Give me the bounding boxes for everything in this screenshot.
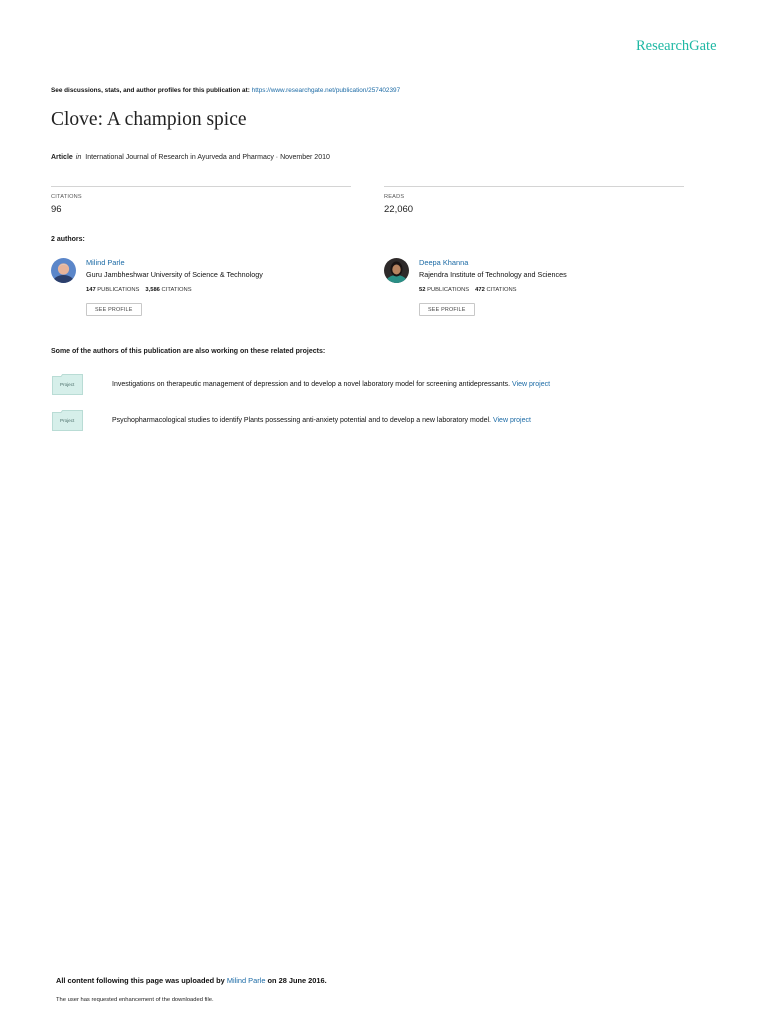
- publication-title: Clove: A champion spice: [51, 109, 247, 130]
- see-profile-button[interactable]: SEE PROFILE: [86, 303, 142, 316]
- view-project-link[interactable]: View project: [492, 417, 531, 424]
- in-word: in: [75, 154, 82, 161]
- stats-divider-left: [51, 186, 351, 187]
- author-publications-count: 52: [419, 287, 426, 293]
- project-item: [112, 417, 531, 424]
- author-citations-count: 472: [475, 287, 485, 293]
- discussion-lead-text: See discussions, stats, and author profiles for this publication at:: [51, 87, 250, 94]
- author-publications-label: PUBLICATIONS: [97, 287, 140, 293]
- uploaded-lead-text: All content following this page was uploaded by: [56, 976, 225, 985]
- author-name-link[interactable]: Milind Parle: [86, 258, 125, 267]
- citations-value: 96: [51, 204, 62, 215]
- author-citations-label: CITATIONS: [486, 287, 517, 293]
- project-folder-label: Project: [60, 418, 75, 423]
- author-institution: Guru Jambheshwar University of Science & Technology: [86, 270, 263, 279]
- publication-meta: [51, 154, 330, 161]
- researchgate-logo[interactable]: ResearchGate: [636, 38, 717, 54]
- enhancement-note: The user has requested enhancement of the downloaded file.: [56, 997, 214, 1003]
- project-folder-icon[interactable]: [52, 410, 83, 431]
- author-avatar-milind-parle[interactable]: [51, 258, 76, 283]
- authors-heading: 2 authors:: [51, 236, 85, 243]
- author-publications-count: 147: [86, 287, 96, 293]
- uploader-link[interactable]: Milind Parle: [226, 976, 266, 985]
- project-folder-label: Project: [60, 382, 75, 387]
- author-stats: [86, 287, 192, 293]
- reads-label: READS: [384, 194, 405, 200]
- author-photo-icon: [51, 258, 76, 283]
- publication-venue-date: International Journal of Research in Ayurveda and Pharmacy · November 2010: [85, 154, 330, 161]
- author-citations-label: CITATIONS: [161, 287, 192, 293]
- view-project-link[interactable]: View project: [512, 381, 551, 388]
- author-stats: [419, 287, 517, 293]
- author-institution: Rajendra Institute of Technology and Sciences: [419, 270, 567, 279]
- uploaded-by-line: [56, 976, 327, 985]
- citations-label: CITATIONS: [51, 194, 82, 200]
- author-publications-label: PUBLICATIONS: [427, 287, 470, 293]
- project-folder-icon[interactable]: [52, 374, 83, 395]
- see-profile-button[interactable]: SEE PROFILE: [419, 303, 475, 316]
- discussion-line: [51, 87, 400, 94]
- author-citations-count: 3,586: [145, 287, 160, 293]
- author-avatar-deepa-khanna[interactable]: [384, 258, 409, 283]
- publication-url-link[interactable]: https://www.researchgate.net/publication/257402397: [251, 87, 401, 94]
- author-photo-icon: [384, 258, 409, 283]
- reads-value: 22,060: [384, 204, 414, 215]
- publication-type: Article: [51, 154, 73, 161]
- author-name-link[interactable]: Deepa Khanna: [419, 258, 469, 267]
- project-description: Psychopharmacological studies to identify Plants possessing anti-anxiety potential and to develop a new laboratory model.: [112, 417, 491, 424]
- uploaded-date: on 28 June 2016.: [267, 976, 327, 985]
- project-description: Investigations on therapeutic management of depression and to develop a novel laboratory model for screening antidepressants.: [112, 381, 511, 388]
- project-item: [112, 381, 550, 388]
- stats-divider-right: [384, 186, 684, 187]
- related-projects-heading: Some of the authors of this publication are also working on these related projects:: [51, 348, 326, 355]
